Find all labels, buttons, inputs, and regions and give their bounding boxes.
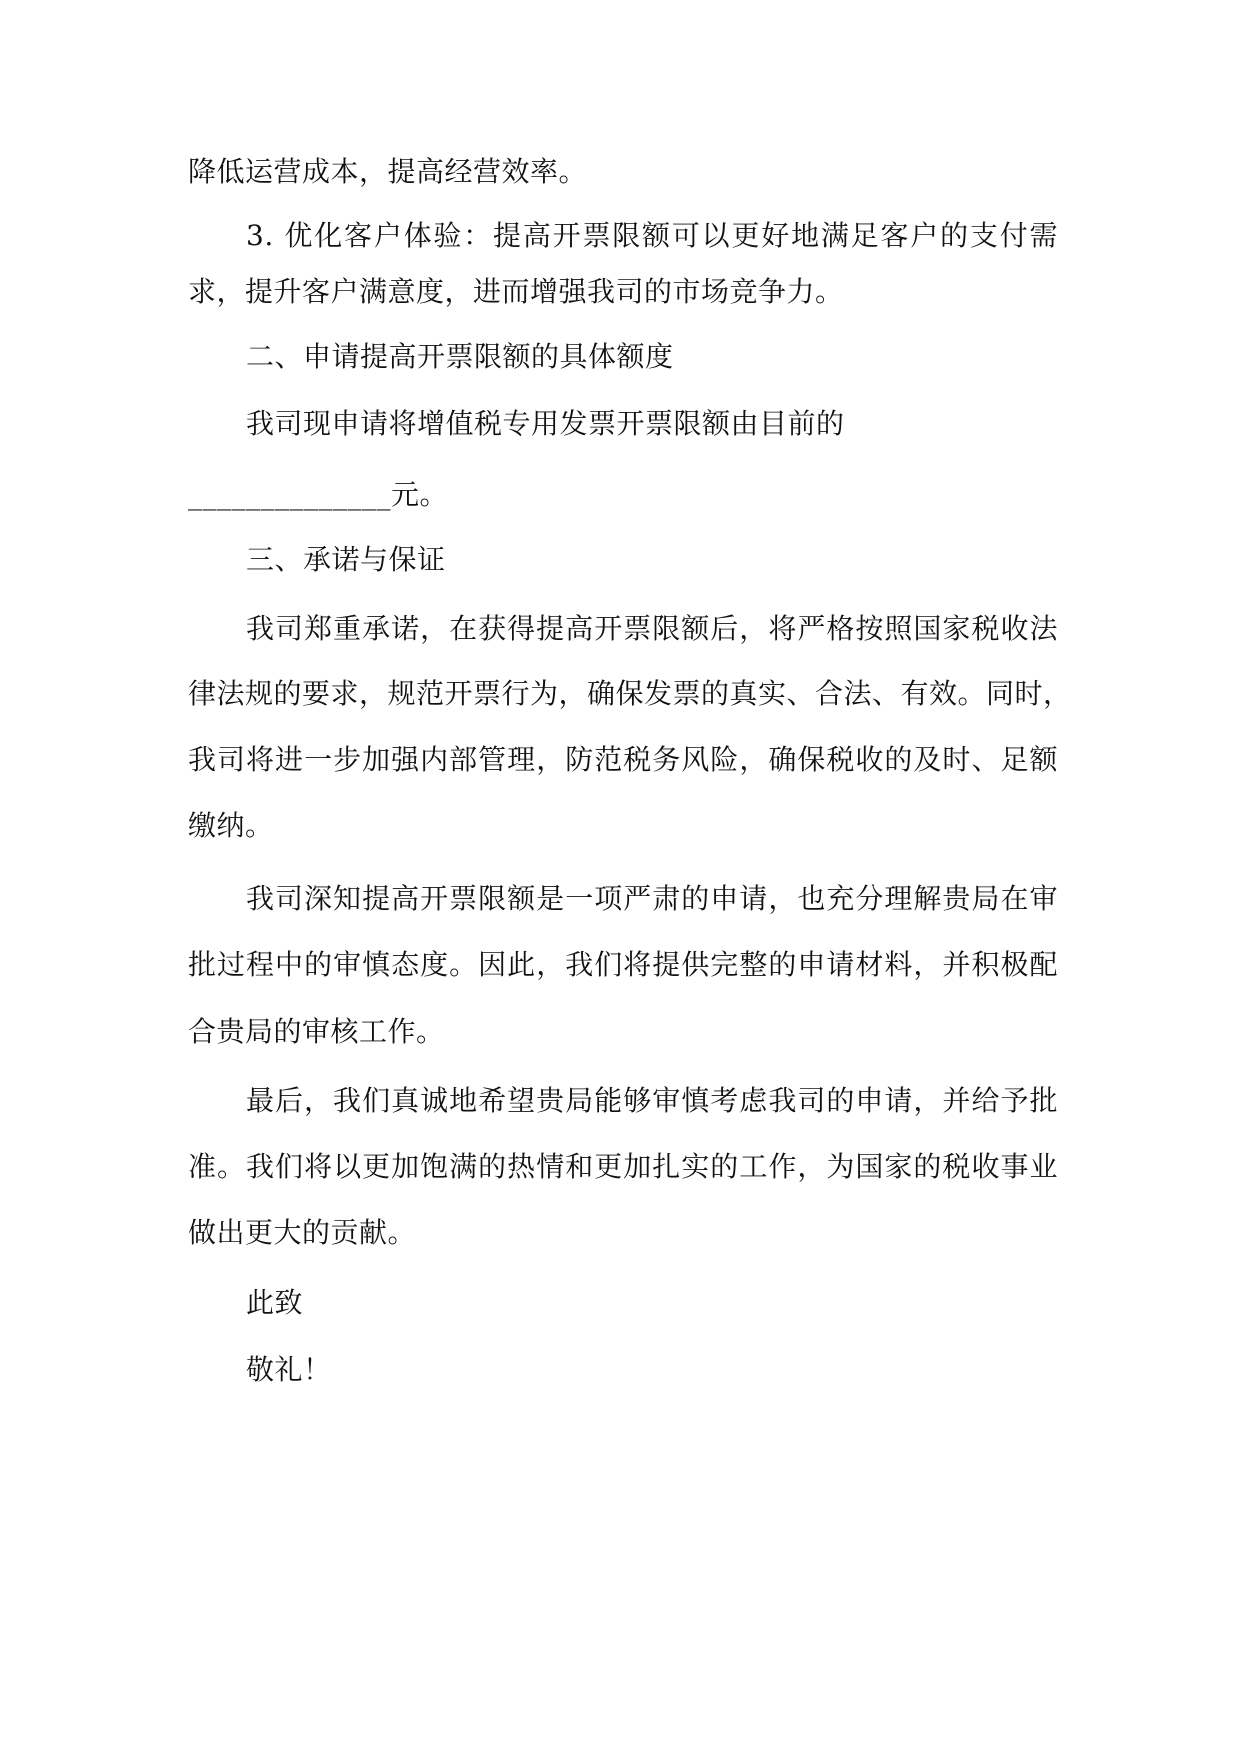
paragraph-line: 律法规的要求，规范开票行为，确保发票的真实、合法、有效。同时，	[188, 677, 1072, 710]
paragraph-line: 准。我们将以更加饱满的热情和更加扎实的工作，为国家的税收事业	[188, 1150, 1058, 1183]
paragraph-line: 降低运营成本，提高经营效率。	[188, 155, 588, 188]
closing-regards: 敬礼！	[246, 1353, 332, 1386]
paragraph-line: 我司郑重承诺，在获得提高开票限额后，将严格按照国家税收法	[246, 612, 1058, 645]
paragraph-line: 3. 优化客户体验：提高开票限额可以更好地满足客户的支付需	[246, 219, 1058, 252]
paragraph-line: 求，提升客户满意度，进而增强我司的市场竞争力。	[188, 275, 844, 308]
blank-amount-line: ______________元。	[188, 478, 449, 511]
closing-salutation: 此致	[246, 1286, 304, 1319]
paragraph-line: 做出更大的贡献。	[188, 1216, 417, 1249]
paragraph-line: 合贵局的审核工作。	[188, 1015, 445, 1048]
paragraph-line: 批过程中的审慎态度。因此，我们将提供完整的申请材料，并积极配	[188, 948, 1058, 981]
paragraph-line: 我司现申请将增值税专用发票开票限额由目前的	[246, 407, 845, 440]
paragraph-line: 缴纳。	[188, 809, 274, 842]
section-heading: 三、承诺与保证	[246, 543, 446, 576]
paragraph-line: 我司将进一步加强内部管理，防范税务风险，确保税收的及时、足额	[188, 743, 1058, 776]
section-heading: 二、申请提高开票限额的具体额度	[246, 340, 674, 373]
paragraph-line: 我司深知提高开票限额是一项严肃的申请，也充分理解贵局在审	[246, 882, 1058, 915]
paragraph-line: 最后，我们真诚地希望贵局能够审慎考虑我司的申请，并给予批	[246, 1084, 1058, 1117]
